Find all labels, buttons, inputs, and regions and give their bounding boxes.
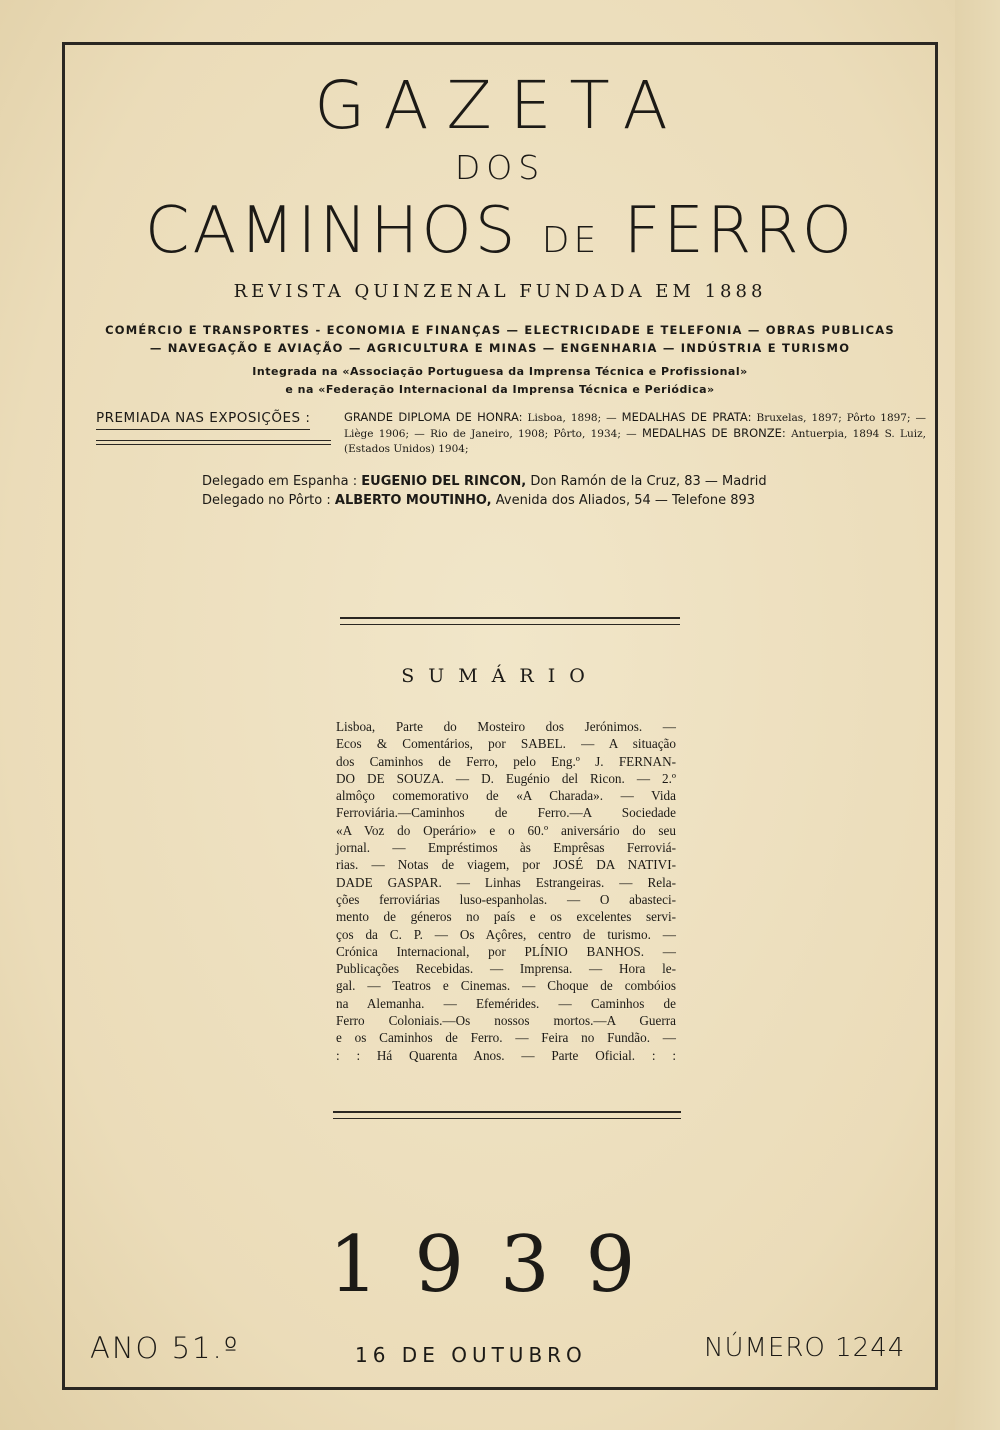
sumario-line: dos Caminhos de Ferro, pelo Eng.º J. FERNAN- xyxy=(336,753,676,769)
masthead-caminhos-de-ferro xyxy=(0,195,1000,277)
porto-label: Delegado no Pôrto : xyxy=(202,493,331,508)
sumario-title: SUMÁRIO xyxy=(401,665,599,687)
espanha-label: Delegado em Espanha : xyxy=(202,474,358,489)
premios-text xyxy=(344,410,926,457)
sumario-line: e os Caminhos de Ferro. — Feira no Fundão. — xyxy=(336,1030,676,1046)
footer-data: 16 DE OUTUBRO xyxy=(355,1343,587,1367)
sumario-line: Lisboa, Parte do Mosteiro dos Jerónimos. — xyxy=(336,719,676,734)
sumario-line: Ferroviária.—Caminhos de Ferro.—A Sociedade xyxy=(336,805,676,821)
sumario-line: na Alemanha. — Efemérides. — Caminhos de xyxy=(336,995,676,1011)
integrada-block xyxy=(0,363,1000,399)
sumario-line: DADE GASPAR. — Linhas Estrangeiras. — Rela- xyxy=(336,874,676,890)
masthead-ferro: FERRO xyxy=(623,194,856,268)
sumario-line: Publicações Recebidas. — Imprensa. — Hora le- xyxy=(336,961,676,977)
topics-line-1: COMÉRCIO E TRANSPORTES - ECONOMIA E FINANÇAS — ELECTRICIDADE E TELEFONIA — OBRAS PUBLICAS xyxy=(105,323,895,337)
sumario-line: Ferro Coloniais.—Os nossos mortos.—A Guerra xyxy=(336,1013,676,1029)
sumario-line: : : Há Quarenta Anos. — Parte Oficial. : : xyxy=(336,1047,676,1063)
issue-year: 1939 xyxy=(328,1220,672,1310)
espanha-morada: Don Ramón de la Cruz, 83 — Madrid xyxy=(530,474,767,489)
sumario-line: DO DE SOUZA. — D. Eugénio del Ricon. — 2.º xyxy=(336,770,676,786)
masthead-subtitle: REVISTA QUINZENAL FUNDADA EM 1888 xyxy=(233,281,767,302)
topics-block xyxy=(0,321,1000,357)
honra-text: Lisboa, 1898; — xyxy=(527,412,617,424)
premiada-underline-rules xyxy=(96,440,331,448)
delegado-espanha xyxy=(202,472,767,491)
prata-text: Bruxelas, 1897; Pôrto 1897; — Liège 1906; — Rio de Janeiro, 1908; Pôrto, 1934; — xyxy=(344,412,927,440)
topics-line-2: — NAVEGAÇÃO E AVIAÇÃO — AGRICULTURA E MINAS — ENGENHARIA — INDÚSTRIA E TURISMO xyxy=(149,341,851,355)
bronze-label: MEDALHAS DE BRONZE: xyxy=(641,426,786,440)
espanha-nome: EUGENIO DEL RINCON, xyxy=(361,474,527,489)
sumario-line: Crónica Internacional, por PLÍNIO BANHOS. — xyxy=(336,943,676,959)
sumario-line: gal. — Teatros e Cinemas. — Choque de combóios xyxy=(336,978,676,994)
sumario-bottom-rule xyxy=(333,1111,681,1119)
footer-numero: NÚMERO 1244 xyxy=(704,1333,906,1363)
sumario-line: ções ferroviárias luso-espanholas. — O abasteci- xyxy=(336,891,676,907)
masthead-dos: DOS xyxy=(454,148,546,187)
porto-nome: ALBERTO MOUTINHO, xyxy=(334,493,492,508)
masthead-caminhos: CAMINHOS xyxy=(144,194,519,268)
bronze-text: Antuerpia, 1894 S. Luiz, (Estados Unidos) 1904; xyxy=(344,428,927,455)
delegados-block xyxy=(202,472,767,510)
footer-ano: ANO 51.º xyxy=(90,1331,240,1365)
sumario-line: ços da C. P. — Os Açôres, centro de turismo. — xyxy=(336,926,676,942)
masthead-gazeta: GAZETA xyxy=(314,67,686,144)
integrada-line-2: e na «Federação Internacional da Imprensa Técnica e Periódica» xyxy=(285,383,715,396)
integrada-line-1: Integrada na «Associação Portuguesa da Imprensa Técnica e Profissional» xyxy=(252,365,748,378)
delegado-porto xyxy=(202,491,767,510)
sumario-line: almôço comemorativo de «A Charada». — Vida xyxy=(336,788,676,804)
sumario-line: rias. — Notas de viagem, por JOSÉ DA NATIVI- xyxy=(336,857,676,873)
premiada-label: PREMIADA NAS EXPOSIÇÕES : xyxy=(96,410,310,430)
sumario-line: mento de géneros no país e os excelentes servi- xyxy=(336,909,676,925)
masthead-de: DE xyxy=(541,220,601,261)
sumario-line: Ecos & Comentários, por SABEL. — A situação xyxy=(336,736,676,752)
porto-morada: Avenida dos Aliados, 54 — Telefone 893 xyxy=(495,493,756,508)
sumario-top-rule xyxy=(340,617,680,625)
sumario-body xyxy=(336,718,676,1064)
prata-label: MEDALHAS DE PRATA: xyxy=(621,410,752,424)
honra-label: GRANDE DIPLOMA DE HONRA: xyxy=(344,410,523,424)
sumario-line: «A Voz do Operário» e o 60.º aniversário do seu xyxy=(336,822,676,838)
sumario-line: jornal. — Empréstimos às Emprêsas Ferroviá- xyxy=(336,840,676,856)
